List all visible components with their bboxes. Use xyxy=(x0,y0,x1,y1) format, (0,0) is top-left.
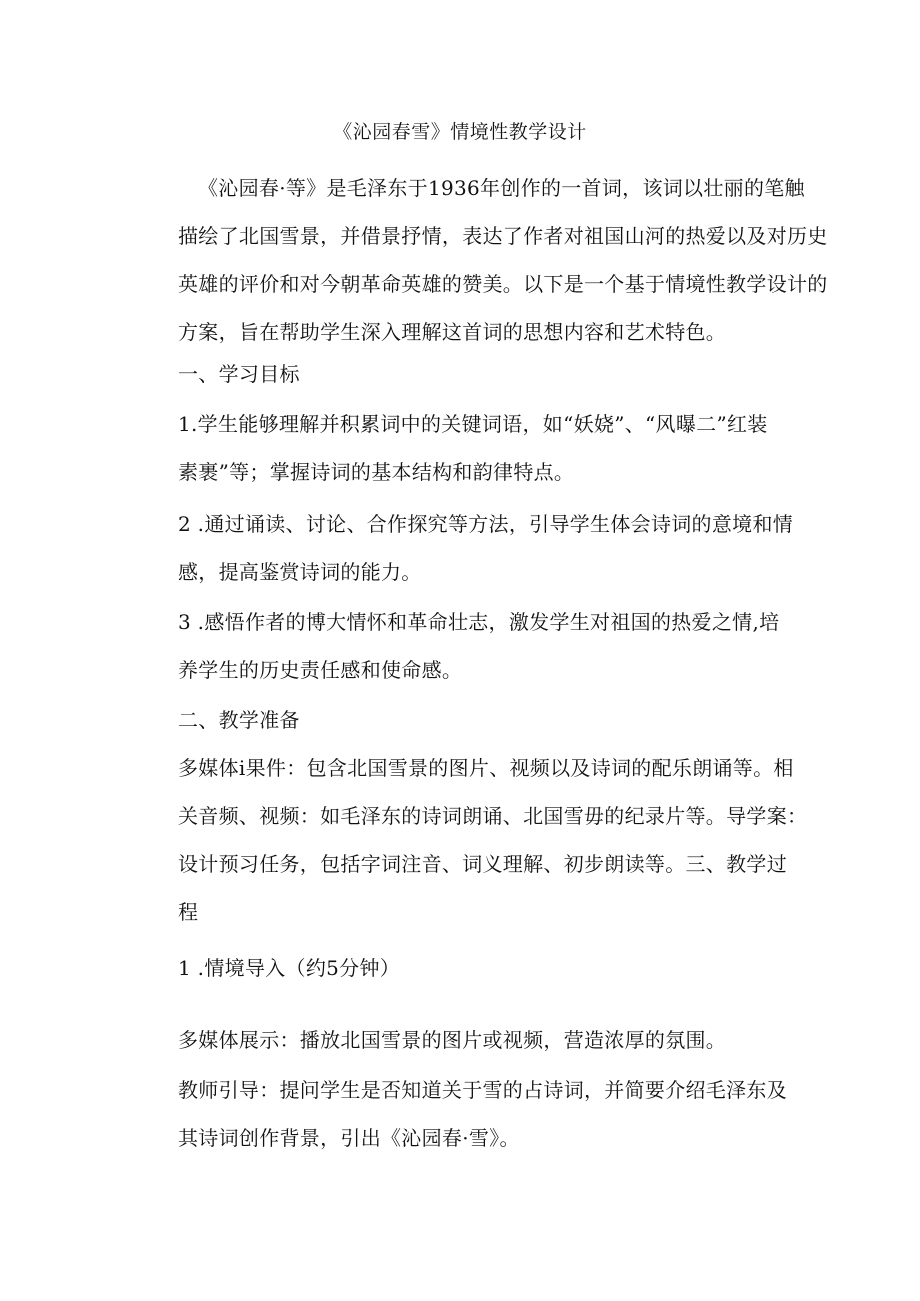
step-1-media-line: 多媒体展示：播放北国雪景的图片或视频，营造浓厚的氛围。 xyxy=(178,1028,727,1052)
goal-3-line-2: 养学生的历史责任感和使命感。 xyxy=(178,658,463,682)
intro-paragraph xyxy=(178,164,828,356)
goal-2-line-2: 感，提高鉴赏诗词的能力。 xyxy=(178,560,422,584)
prep-line-2: 关音频、视频：如毛泽东的诗词朗诵、北国雪毋的纪录片等。导学案： xyxy=(178,804,808,828)
goal-2-line-1: 2 .通过诵读、讨论、合作探究等方法，引导学生体会诗词的意境和情 xyxy=(178,512,794,536)
intro-line-2: 描绘了北国雪景，并借景抒情，表达了作者对祖国山河的热爱以及对历史 xyxy=(178,224,828,248)
section-heading-prep: 二、教学准备 xyxy=(178,708,300,732)
intro-line-3: 英雄的评价和对今朝革命英雄的赞美。以下是一个基于情境性教学设计的 xyxy=(178,272,828,296)
step-1-heading: 1 .情境导入（约5分钟） xyxy=(178,956,401,980)
prep-line-4: 程 xyxy=(178,900,199,924)
prep-paragraph xyxy=(178,744,808,936)
step-1-teacher-line-2: 其诗词创作背景，引出《沁园春·雪》。 xyxy=(178,1126,520,1150)
goal-1-line-1: 1.学生能够理解并积累词中的关键词语，如“妖娆”、“风曝二”红装 xyxy=(178,412,768,436)
goal-1-line-2: 素裹”等；掌握诗词的基本结构和韵律特点。 xyxy=(178,460,575,484)
document-title: 《沁园春雪》情境性教学设计 xyxy=(333,121,587,143)
step-1-teacher xyxy=(178,1066,798,1162)
step-1-media xyxy=(178,1016,798,1064)
step-1-teacher-line-1: 教师引导：提问学生是否知道关于雪的占诗词，并简要介绍毛泽东及 xyxy=(178,1078,787,1102)
goal-1 xyxy=(178,400,798,496)
intro-line-1: 《沁园春·等》是毛泽东于1936年创作的一首词，该词以壮丽的笔触 xyxy=(198,176,805,200)
goal-2 xyxy=(178,500,798,596)
section-heading-goals: 一、学习目标 xyxy=(178,362,300,386)
prep-line-1: 多媒体i果件：包含北国雪景的图片、视频以及诗词的配乐朗诵等。相 xyxy=(178,756,794,780)
prep-line-3: 设计预习任务，包括字词注音、词义理解、初步朗读等。三、教学过 xyxy=(178,852,787,876)
goal-3-line-1: 3 .感悟作者的博大情怀和革命壮志，激发学生对祖国的热爱之情,培 xyxy=(178,610,780,634)
intro-line-4: 方案，旨在帮助学生深入理解这首词的思想内容和艺术特色。 xyxy=(178,320,727,344)
goal-3 xyxy=(178,598,798,694)
